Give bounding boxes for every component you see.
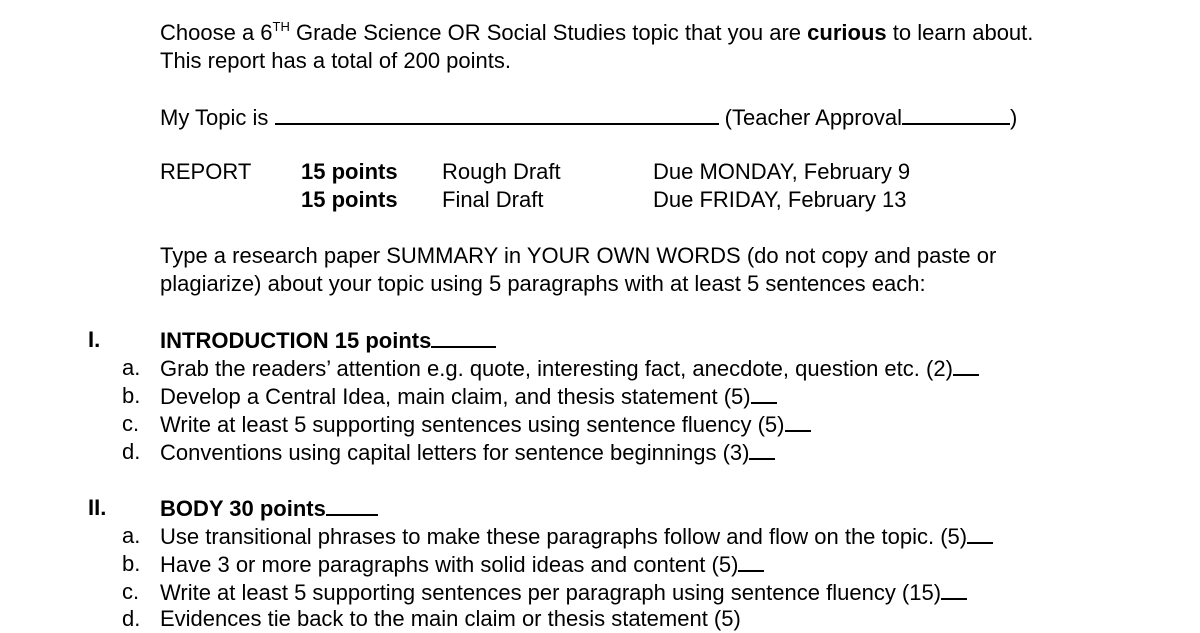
section-2-item-c-blank[interactable] (941, 578, 967, 600)
section-1-item-b-blank[interactable] (751, 382, 777, 404)
report-points-2: 15 points (301, 187, 398, 212)
report-draft-1: Rough Draft (442, 159, 561, 184)
section-2-item-d-letter: d. (122, 606, 141, 631)
section-2-item-d-text: Evidences tie back to the main claim or thesis statement (5) (160, 606, 741, 631)
intro-text-post: to learn about. (886, 20, 1034, 45)
section-1-item-a-blank[interactable] (953, 354, 979, 376)
section-1-item-b (160, 382, 777, 411)
report-due-2: Due FRIDAY, February 13 (653, 187, 907, 212)
section-1-item-d (160, 438, 775, 467)
section-2-item-a-blank[interactable] (967, 522, 993, 544)
section-1-item-d-blank[interactable] (749, 438, 775, 460)
instructions-line-1: Type a research paper SUMMARY in YOUR OWN WORDS (do not copy and paste or (160, 243, 997, 268)
section-2-title: BODY 30 points (160, 496, 326, 521)
section-2-heading (160, 494, 378, 523)
topic-blank[interactable] (275, 103, 719, 125)
intro-superscript: TH (272, 19, 290, 34)
section-2-item-c-text: Write at least 5 supporting sentences per paragraph using sentence fluency (15) (160, 580, 942, 605)
topic-line (160, 103, 1017, 132)
section-1-item-d-letter: d. (122, 439, 141, 464)
section-2-score-blank[interactable] (326, 494, 378, 516)
report-points-1: 15 points (301, 159, 398, 184)
section-2-item-c (160, 578, 967, 607)
intro-line-1 (160, 19, 1033, 47)
section-1-item-a (160, 354, 979, 383)
section-2-item-b-blank[interactable] (738, 550, 764, 572)
intro-text-pre: Choose a 6 (160, 20, 273, 45)
topic-label: My Topic is (160, 105, 269, 130)
section-1-item-c-letter: c. (122, 411, 140, 436)
section-1-item-b-letter: b. (122, 383, 141, 408)
section-2-item-b-letter: b. (122, 551, 141, 576)
intro-bold-word: curious (807, 20, 887, 45)
approval-blank[interactable] (902, 103, 1010, 125)
approval-close: ) (1009, 105, 1018, 130)
section-1-item-d-text: Conventions using capital letters for sentence beginnings (3) (160, 440, 750, 465)
section-1-item-c (160, 410, 811, 439)
approval-label: (Teacher Approval (724, 105, 902, 130)
section-2-item-a (160, 522, 993, 551)
section-2-item-a-letter: a. (122, 523, 141, 548)
section-1-title: INTRODUCTION 15 points (160, 328, 432, 353)
report-draft-2: Final Draft (442, 187, 544, 212)
section-1-heading (160, 326, 496, 355)
report-due-1: Due MONDAY, February 9 (653, 159, 911, 184)
section-1-item-a-text: Grab the readers’ attention e.g. quote, interesting fact, anecdote, question etc. (2) (160, 356, 953, 381)
section-1-item-a-letter: a. (122, 355, 141, 380)
report-label: REPORT (160, 159, 252, 184)
section-1-numeral: I. (88, 327, 101, 352)
section-2-item-b-text: Have 3 or more paragraphs with solid ideas and content (5) (160, 552, 739, 577)
section-2-item-b (160, 550, 764, 579)
section-1-item-b-text: Develop a Central Idea, main claim, and thesis statement (5) (160, 384, 751, 409)
intro-line-2: This report has a total of 200 points. (160, 48, 511, 73)
intro-text-mid: Grade Science OR Social Studies topic that you are (289, 20, 808, 45)
section-2-item-c-letter: c. (122, 579, 140, 604)
section-2-numeral: II. (88, 495, 107, 520)
instructions-line-2: plagiarize) about your topic using 5 paragraphs with at least 5 sentences each: (160, 271, 926, 296)
section-1-item-c-blank[interactable] (785, 410, 811, 432)
section-1-item-c-text: Write at least 5 supporting sentences using sentence fluency (5) (160, 412, 785, 437)
section-2-item-a-text: Use transitional phrases to make these paragraphs follow and flow on the topic. (5) (160, 524, 968, 549)
section-1-score-blank[interactable] (431, 326, 496, 348)
